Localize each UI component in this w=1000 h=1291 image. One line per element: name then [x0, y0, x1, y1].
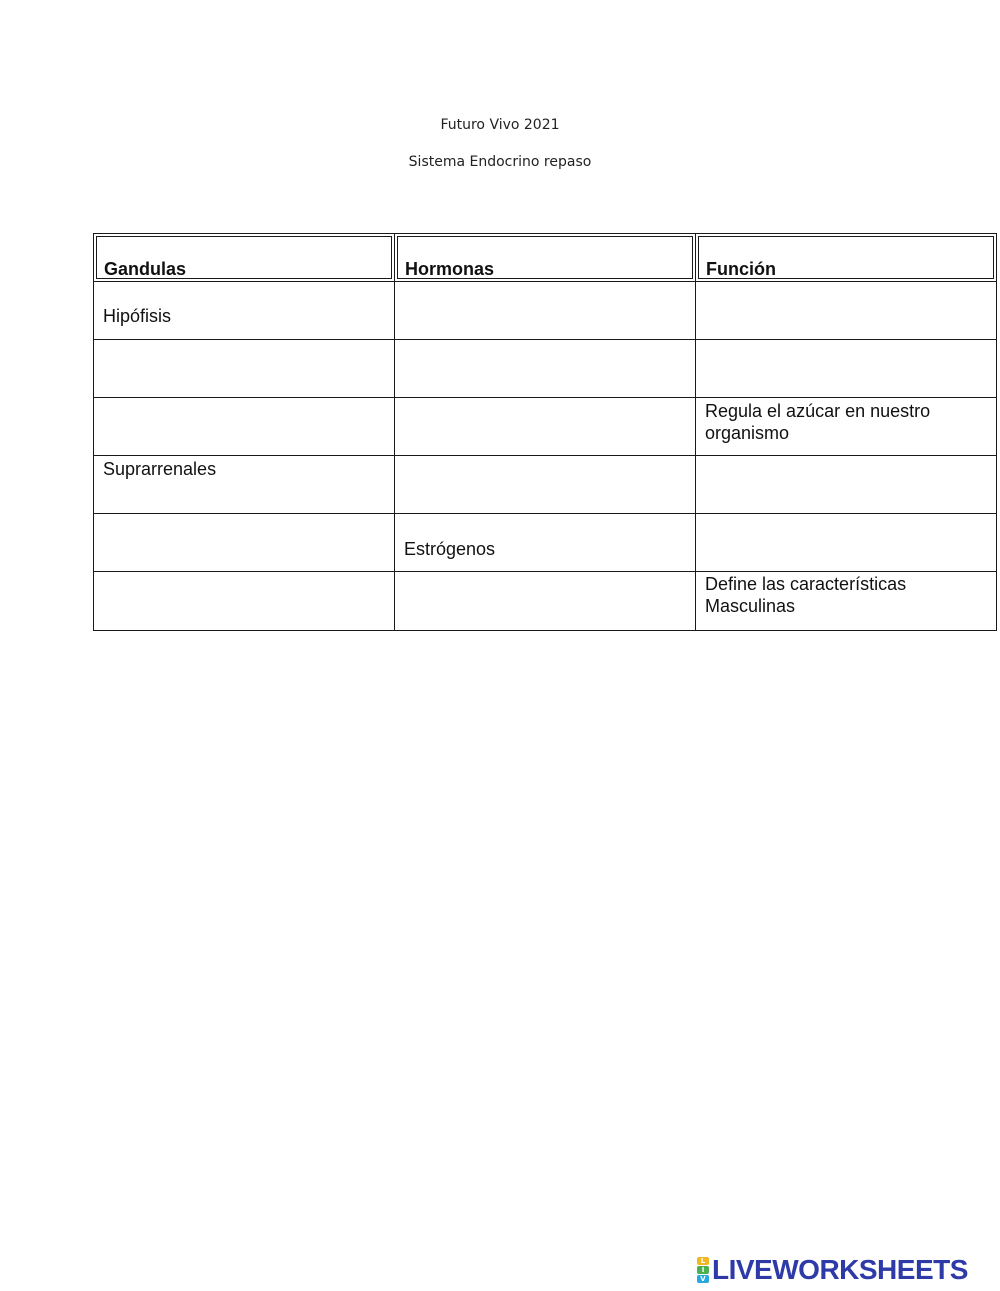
table-cell[interactable] [394, 281, 696, 340]
table-cell[interactable] [695, 397, 997, 456]
liveworksheets-logo[interactable] [697, 1255, 968, 1285]
table-cell[interactable] [394, 455, 696, 514]
table-cell[interactable] [394, 397, 696, 456]
column-header-glands [93, 233, 395, 282]
column-header-label: Gandulas [104, 259, 187, 279]
logo-text: LIVEWORKSHEETS [712, 1254, 968, 1285]
table-cell[interactable] [394, 571, 696, 631]
cell-text: Define las características Masculinas [705, 574, 907, 616]
table-cell[interactable] [93, 571, 395, 631]
cell-text: Hipófisis [103, 306, 172, 326]
column-header-label: Hormonas [405, 259, 495, 279]
table-cell[interactable] [93, 339, 395, 398]
table-cell[interactable] [695, 281, 997, 340]
column-header-function [695, 233, 997, 282]
table-cell[interactable] [394, 339, 696, 398]
cell-text: Estrógenos [404, 539, 496, 559]
table-cell[interactable] [695, 513, 997, 572]
document-subtitle: Sistema Endocrino repaso [408, 154, 592, 170]
document-title: Futuro Vivo 2021 [440, 117, 560, 133]
logo-mark-icon [697, 1257, 709, 1283]
logo-mark-block: V [697, 1275, 709, 1283]
column-header-hormones [394, 233, 696, 282]
logo-mark-block: I [697, 1266, 709, 1274]
table-cell[interactable] [695, 455, 997, 514]
table-cell[interactable] [93, 455, 395, 514]
column-header-label: Función [706, 259, 776, 279]
table-cell[interactable] [695, 571, 997, 631]
cell-text: Regula el azúcar en nuestro organismo [705, 401, 931, 443]
cell-text: Suprarrenales [103, 459, 217, 479]
table-cell[interactable] [93, 281, 395, 340]
worksheet-table [93, 233, 997, 631]
table-cell[interactable] [93, 513, 395, 572]
table-cell[interactable] [394, 513, 696, 572]
logo-mark-block: L [697, 1257, 709, 1265]
table-cell[interactable] [93, 397, 395, 456]
table-cell[interactable] [695, 339, 997, 398]
